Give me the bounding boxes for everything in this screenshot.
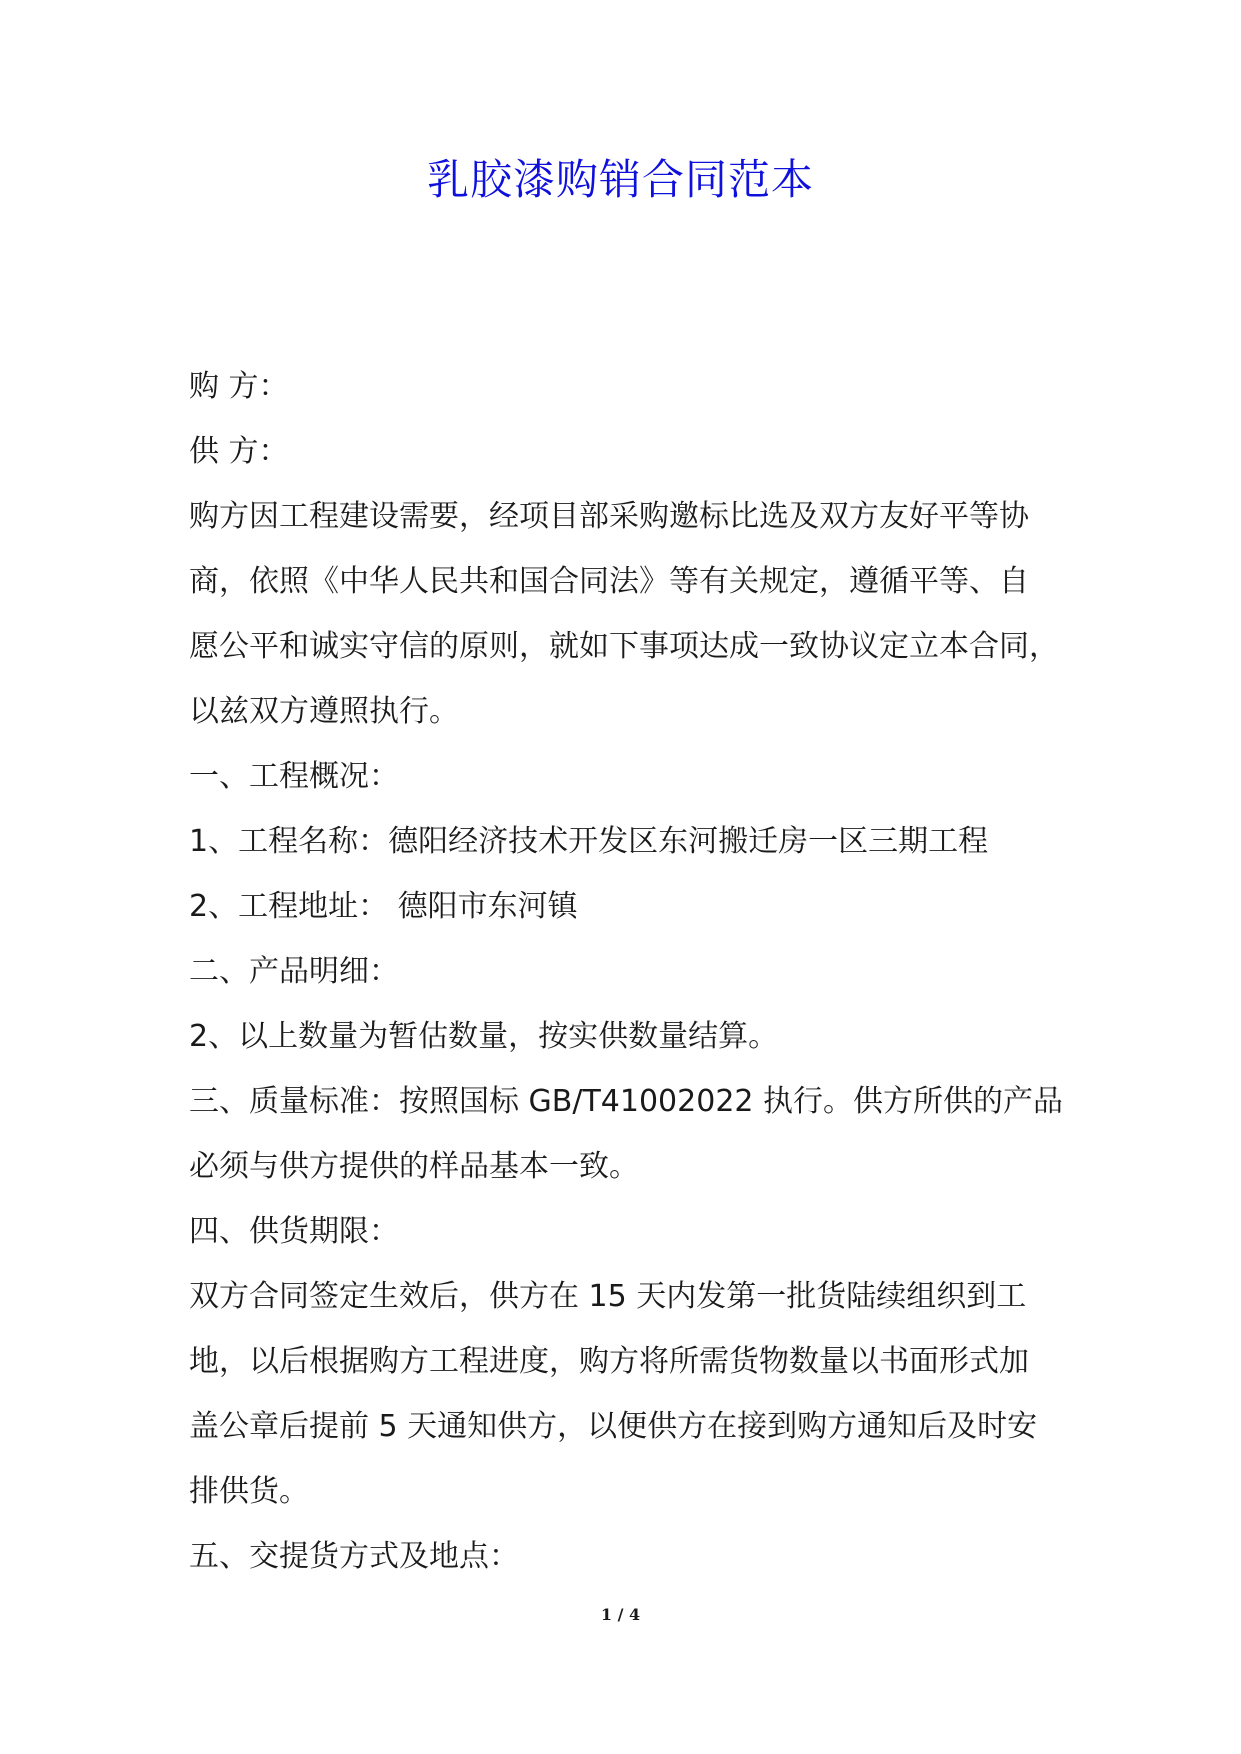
paragraph-line: 购方因工程建设需要，经项目部采购邀标比选及双方友好平等协 <box>189 499 1029 534</box>
section-heading: 三、质量标准：按照国标 GB/T41002022 执行。供方所供的产品 <box>189 1084 1064 1119</box>
document-title: 乳胶漆购销合同范本 <box>426 155 814 204</box>
paragraph-line: 愿公平和诚实守信的原则，就如下事项达成一致协议定立本合同， <box>189 629 1059 664</box>
paragraph-line: 双方合同签定生效后，供方在 15 天内发第一批货陆续组织到工 <box>189 1279 1027 1314</box>
paragraph-line: 以兹双方遵照执行。 <box>189 694 459 729</box>
section-heading: 四、供货期限： <box>189 1214 399 1249</box>
buyer-line: 购 方： <box>189 369 289 404</box>
paragraph-line: 必须与供方提供的样品基本一致。 <box>189 1149 639 1184</box>
supplier-line: 供 方： <box>189 434 289 469</box>
paragraph-line: 2、以上数量为暂估数量，按实供数量结算。 <box>189 1019 779 1054</box>
section-heading: 二、产品明细： <box>189 954 399 989</box>
paragraph-line: 地，以后根据购方工程进度，购方将所需货物数量以书面形式加 <box>189 1344 1029 1379</box>
paragraph-line: 排供货。 <box>189 1474 309 1509</box>
section-heading: 五、交提货方式及地点： <box>189 1539 519 1574</box>
section-heading: 一、工程概况： <box>189 759 399 794</box>
paragraph-line: 盖公章后提前 5 天通知供方，以便供方在接到购方通知后及时安 <box>189 1409 1038 1444</box>
project-address-line: 2、工程地址： 德阳市东河镇 <box>189 889 578 924</box>
project-name-line: 1、工程名称：德阳经济技术开发区东河搬迁房一区三期工程 <box>189 824 989 859</box>
document-body <box>189 354 1064 1589</box>
page-number: 1 / 4 <box>600 1605 641 1624</box>
paragraph-line: 商，依照《中华人民共和国合同法》等有关规定，遵循平等、自 <box>189 564 1029 599</box>
